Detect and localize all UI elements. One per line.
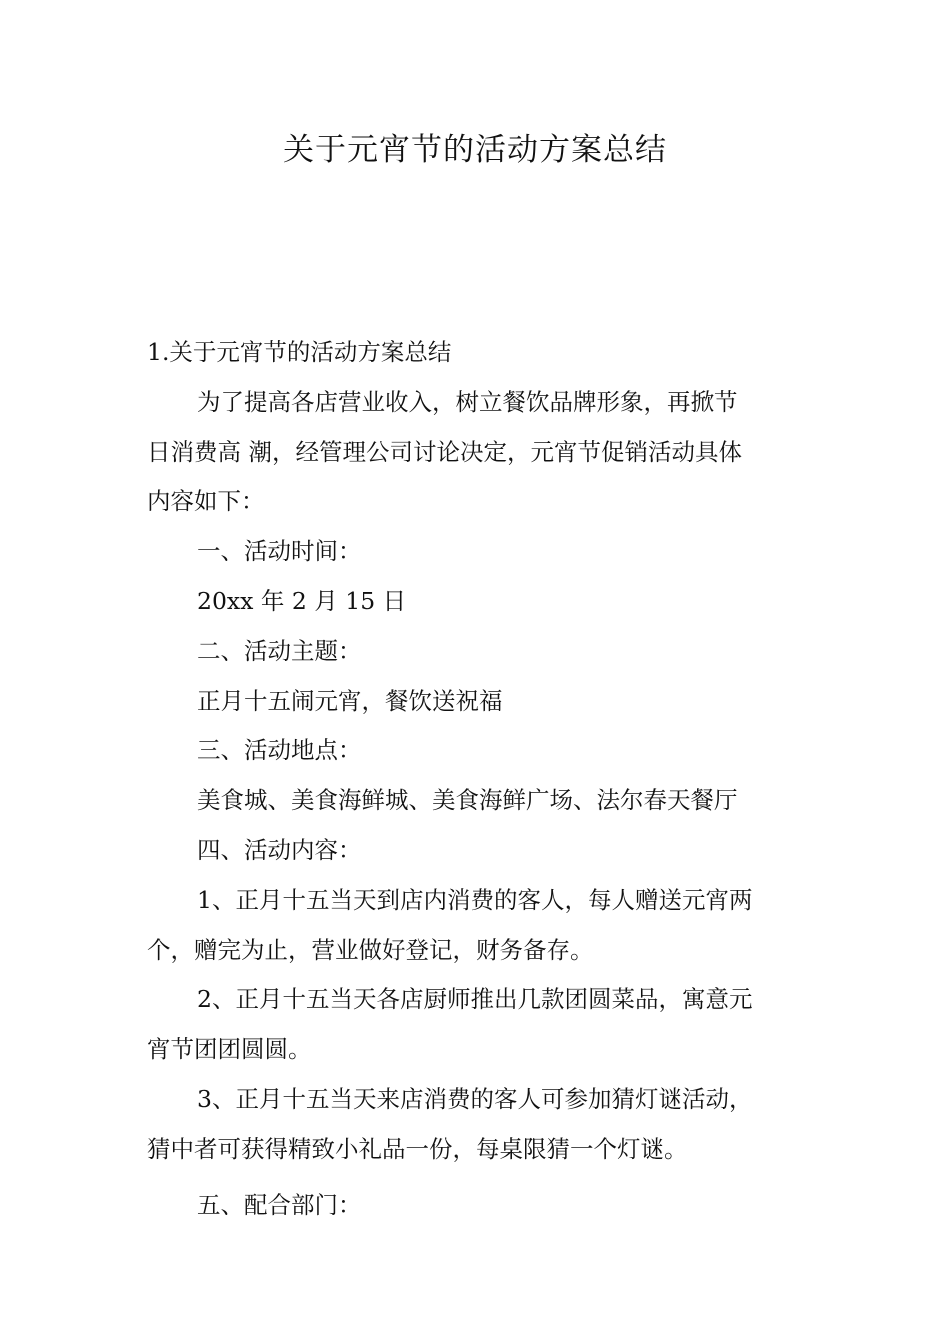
- section-title-location: 三、活动地点：: [197, 736, 362, 765]
- content-item-line: 猜中者可获得精致小礼品一份，每桌限猜一个灯谜。: [147, 1134, 688, 1163]
- intro-line: 为了提高各店营业收入，树立餐饮品牌形象，再掀节: [197, 387, 738, 416]
- document-body: [147, 328, 811, 1230]
- content-item-line: 宵节团团圆圆。: [147, 1035, 312, 1064]
- section-value-location: 美食城、美食海鲜城、美食海鲜广场、法尔春天餐厅: [197, 786, 738, 815]
- section-heading: 1.关于元宵节的活动方案总结: [147, 338, 452, 366]
- content-item-line: 1、正月十五当天到店内消费的客人，每人赠送元宵两: [197, 885, 753, 914]
- section-title-theme: 二、活动主题：: [197, 636, 362, 665]
- content-item-line: 3、正月十五当天来店消费的客人可参加猜灯谜活动，: [197, 1084, 753, 1113]
- document-title: 关于元宵节的活动方案总结: [283, 132, 667, 168]
- section-value-theme: 正月十五闹元宵，餐饮送祝福: [197, 686, 503, 715]
- intro-line: 内容如下：: [147, 487, 265, 516]
- section-title-departments: 五、配合部门：: [197, 1190, 362, 1219]
- section-title-content: 四、活动内容：: [197, 835, 362, 864]
- section-value-time: 20xx 年 2 月 15 日: [197, 586, 407, 615]
- intro-line: 日消费高 潮，经管理公司讨论决定，元宵节促销活动具体: [147, 437, 742, 466]
- content-item-line: 个，赠完为止，营业做好登记，财务备存。: [147, 935, 594, 964]
- section-title-time: 一、活动时间：: [197, 537, 362, 566]
- content-item-line: 2、正月十五当天各店厨师推出几款团圆菜品，寓意元: [197, 985, 753, 1014]
